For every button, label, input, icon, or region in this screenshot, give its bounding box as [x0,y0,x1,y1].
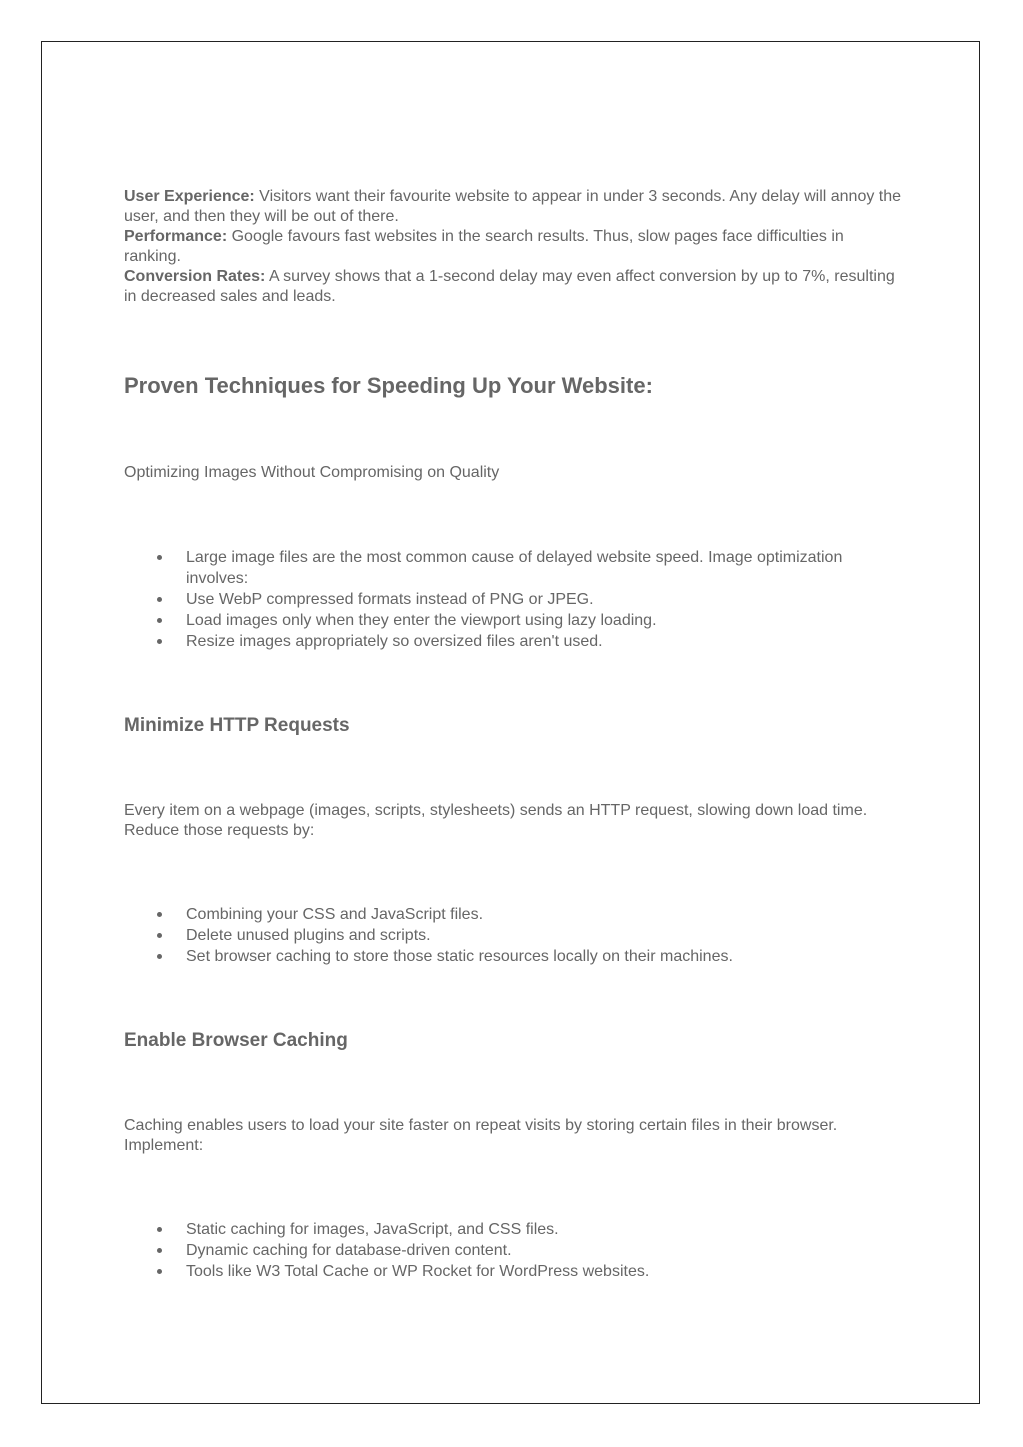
document-content [124,187,904,1282]
intro-user-experience [124,187,904,227]
document-page [41,41,980,1404]
section-http-title: Minimize HTTP Requests [124,715,350,736]
bullet-icon [157,1269,162,1274]
intro-label: User Experience: [124,188,255,205]
list-item [124,925,904,946]
intro-conversion-rates [124,267,904,307]
intro-label: Conversion Rates: [124,268,266,285]
section-images-list [124,547,904,652]
list-item [124,631,904,652]
list-item-text: Large image files are the most common cause of delayed website speed. Image optimization involves: [186,549,843,587]
section-images-title: Optimizing Images Without Compromising on Quality [124,464,500,481]
list-item [124,589,904,610]
list-item [124,1261,904,1282]
intro-text: Google favours fast websites in the search results. Thus, slow pages face difficulties in ranking. [124,228,844,265]
list-item-text: Dynamic caching for database-driven content. [186,1242,512,1259]
list-item-text: Set browser caching to store those static resources locally on their machines. [186,948,733,965]
bullet-icon [157,954,162,959]
list-item-text: Use WebP compressed formats instead of PNG or JPEG. [186,591,594,608]
list-item [124,1219,904,1240]
list-item [124,1240,904,1261]
intro-performance [124,227,904,267]
list-item-text: Delete unused plugins and scripts. [186,927,431,944]
bullet-icon [157,639,162,644]
section-http-list [124,904,904,967]
section-caching-list [124,1219,904,1282]
bullet-icon [157,1248,162,1253]
intro-label: Performance: [124,228,228,245]
bullet-icon [157,597,162,602]
section-caching-title: Enable Browser Caching [124,1030,348,1051]
bullet-icon [157,618,162,623]
bullet-icon [157,933,162,938]
bullet-icon [157,1227,162,1232]
bullet-icon [157,555,162,560]
list-item [124,904,904,925]
list-item-text: Static caching for images, JavaScript, and CSS files. [186,1221,559,1238]
list-item [124,946,904,967]
list-item-text: Combining your CSS and JavaScript files. [186,906,484,923]
list-item-text: Tools like W3 Total Cache or WP Rocket for WordPress websites. [186,1263,650,1280]
list-item-text: Load images only when they enter the viewport using lazy loading. [186,612,657,629]
main-heading: Proven Techniques for Speeding Up Your Website: [124,373,653,398]
intro-text: Visitors want their favourite website to appear in under 3 seconds. Any delay will annoy the user, and then they will be out of there. [124,188,902,225]
list-item [124,610,904,631]
bullet-icon [157,912,162,917]
section-http-paragraph: Every item on a webpage (images, scripts, stylesheets) sends an HTTP request, slowing down load time. Reduce those requests by: [124,802,868,839]
section-caching-paragraph: Caching enables users to load your site faster on repeat visits by storing certain files in their browser. Implement: [124,1117,838,1154]
list-item [124,547,904,589]
intro-text: A survey shows that a 1-second delay may even affect conversion by up to 7%, resulting in decreased sales and leads. [124,268,895,305]
list-item-text: Resize images appropriately so oversized files aren't used. [186,633,603,650]
